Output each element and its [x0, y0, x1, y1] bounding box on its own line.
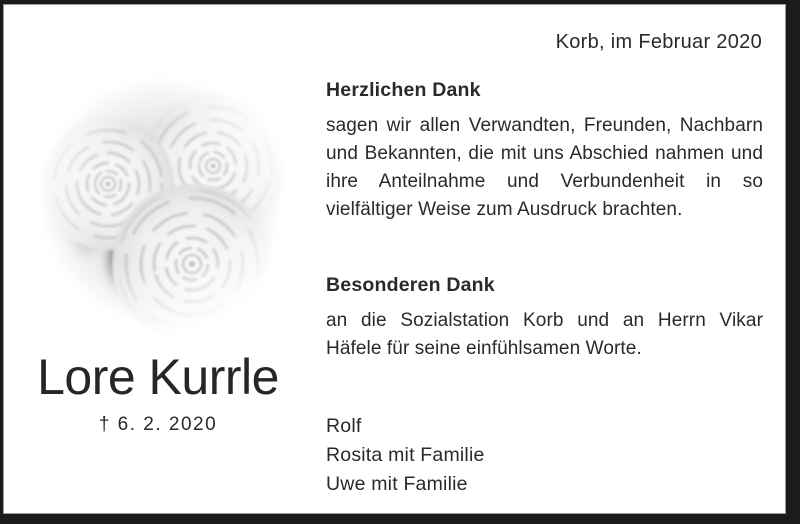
special-thanks-heading: Besonderen Dank: [326, 274, 495, 296]
frame-border-left: [0, 0, 3, 524]
deceased-block: [22, 349, 294, 436]
frame-border-bottom: [0, 514, 800, 524]
family-name: Rosita mit Familie: [326, 444, 485, 466]
roses-photo-svg: [30, 66, 292, 334]
family-name: Uwe mit Familie: [326, 473, 468, 495]
death-date: † 6. 2. 2020: [98, 414, 218, 435]
frame-border-top: [0, 0, 800, 4]
deceased-name: Lore Kurrle: [37, 349, 279, 405]
family-names: [326, 412, 485, 499]
roses-photo: [30, 66, 292, 334]
thanks-text: sagen wir allen Verwandten, Freunden, Nachbarn und Bekannten, die mit uns Abschied nahmen und ihre Anteilnahme und Verbundenheit in so vielfältiger Weise zum Ausdruck brachten.: [326, 115, 763, 220]
frame-border-right: [786, 0, 800, 524]
special-thanks-text: an die Sozialstation Korb und an Herrn Vikar Häfele für seine einfühlsamen Worte.: [326, 310, 763, 359]
thanks-heading: Herzlichen Dank: [326, 79, 481, 101]
dateline: Korb, im Februar 2020: [555, 31, 762, 53]
family-name: Rolf: [326, 415, 362, 437]
